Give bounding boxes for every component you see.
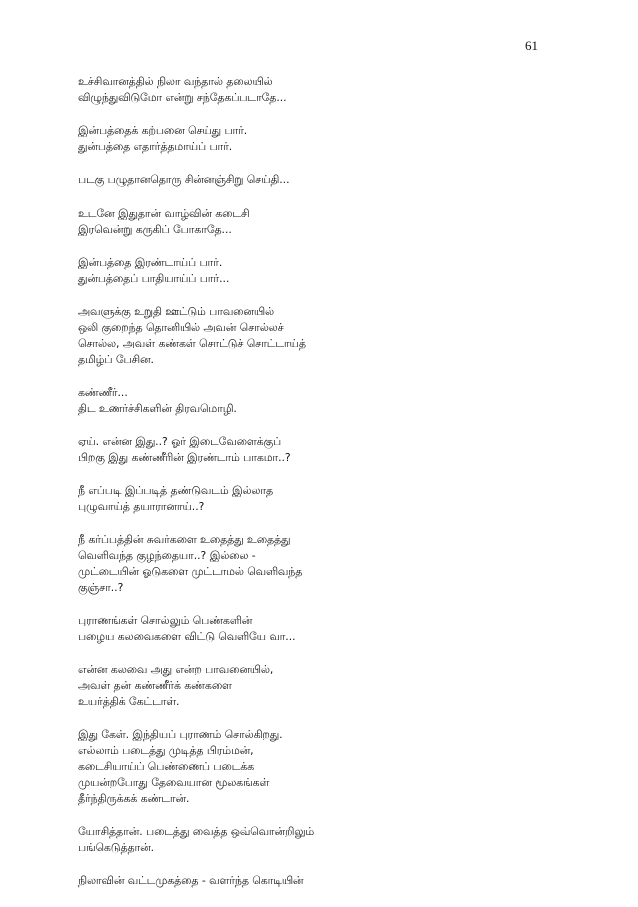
poem-line: பங்கெடுத்தான். (78, 840, 155, 854)
poem-line: ஏய். என்ன இது..? ஓர் இடைவேளைக்குப் (78, 435, 282, 449)
poem-line: படகு பழுதானதொரு சின்னஞ்சிறு செய்தி... (78, 173, 290, 187)
poem-line: உடனே இதுதான் வாழ்வின் கடைசி (78, 206, 250, 220)
poem-line: குஞ்சா..? (78, 580, 124, 594)
stanza (78, 727, 548, 806)
poem-line: ஒலி குறைந்த தொனியில் அவன் சொல்லச் (78, 320, 284, 334)
stanza (78, 385, 548, 417)
stanza (78, 172, 548, 188)
stanza (78, 483, 548, 515)
poem-line: அவள் தன் கண்ணீர்க் கண்களை (78, 679, 232, 693)
poem-line: நீ எப்படி இப்படித் தண்டுவடம் இல்லாத (78, 484, 274, 498)
stanza (78, 74, 548, 106)
stanza (78, 873, 548, 889)
poem-line: துன்பத்தைப் பாதியாய்ப் பார்... (78, 271, 230, 285)
poem-line: அவளுக்கு உறுதி ஊட்டும் பாவனையில் (78, 305, 274, 319)
page-number: 61 (525, 38, 538, 53)
poem-body (78, 74, 548, 907)
poem-line: இன்பத்தை இரண்டாய்ப் பார். (78, 255, 223, 269)
poem-line: கண்ணீர்... (78, 385, 128, 399)
poem-line: இரவென்று கருகிப் போகாதே... (78, 222, 232, 236)
poem-line: நீ கர்ப்பத்தின் சுவர்களை உதைத்து உதைத்து (78, 533, 291, 547)
poem-line: தமிழ்ப் பேசின. (78, 352, 154, 366)
poem-line: உச்சிவானத்தில் நிலா வந்தால் தலையில் (78, 75, 273, 88)
poem-line: விழுந்துவிடுமோ என்று சந்தேகப்படாதே... (78, 90, 287, 104)
stanza (78, 206, 548, 238)
poem-line: திட உணர்ச்சிகளின் திரவமொழி. (78, 401, 237, 415)
stanza (78, 613, 548, 645)
stanza (78, 824, 548, 856)
poem-line: என்ன கலவை அது என்ற பாவனையில், (78, 663, 274, 677)
poem-line: இன்பத்தைக் கற்பனை செய்து பார். (78, 124, 248, 138)
poem-line: பழைய கலவைகளை விட்டு வெளியே வா... (78, 630, 296, 644)
poem-line: கடைசியாய்ப் பெண்ணைப் படைக்க (78, 760, 255, 774)
poem-line: முயன்றபோது தேவையான மூலகங்கள் (78, 775, 270, 789)
stanza (78, 255, 548, 287)
poem-line: இது கேள். இந்தியப் புராணம் சொல்கிறது. (78, 728, 283, 742)
poem-line: நிலாவின் வட்டமுகத்தை - வளர்ந்த கொடியின் (78, 874, 304, 888)
stanza (78, 123, 548, 155)
poem-line: முட்டையின் ஓடுகளை முட்டாமல் வெளிவந்த (78, 565, 303, 579)
stanza (78, 434, 548, 466)
stanza (78, 304, 548, 367)
poem-line: சொல்ல, அவள் கண்கள் சொட்டுச் சொட்டாய்த் (78, 336, 306, 350)
stanza (78, 532, 548, 595)
poem-line: பிறகு இது கண்ணீரின் இரண்டாம் பாகமா..? (78, 450, 291, 464)
stanza (78, 662, 548, 709)
poem-line: துன்பத்தை எதார்த்தமாய்ப் பார். (78, 139, 233, 153)
poem-line: புராணங்கள் சொல்லும் பெண்களின் (78, 614, 253, 628)
poem-line: யோசித்தான். படைத்து வைத்த ஒவ்வொன்றிலும் (78, 825, 315, 839)
poem-line: புழுவாய்த் தயாரானாய்..? (78, 500, 205, 514)
poem-line: வெளிவந்த குழந்தையா..? இல்லை - (78, 549, 256, 563)
poem-line: உயர்த்திக் கேட்டாள். (78, 695, 180, 709)
poem-line: எல்லாம் படைத்து முடித்த பிரம்மன், (78, 744, 254, 758)
poem-line: தீர்ந்திருக்கக் கண்டான். (78, 791, 190, 805)
